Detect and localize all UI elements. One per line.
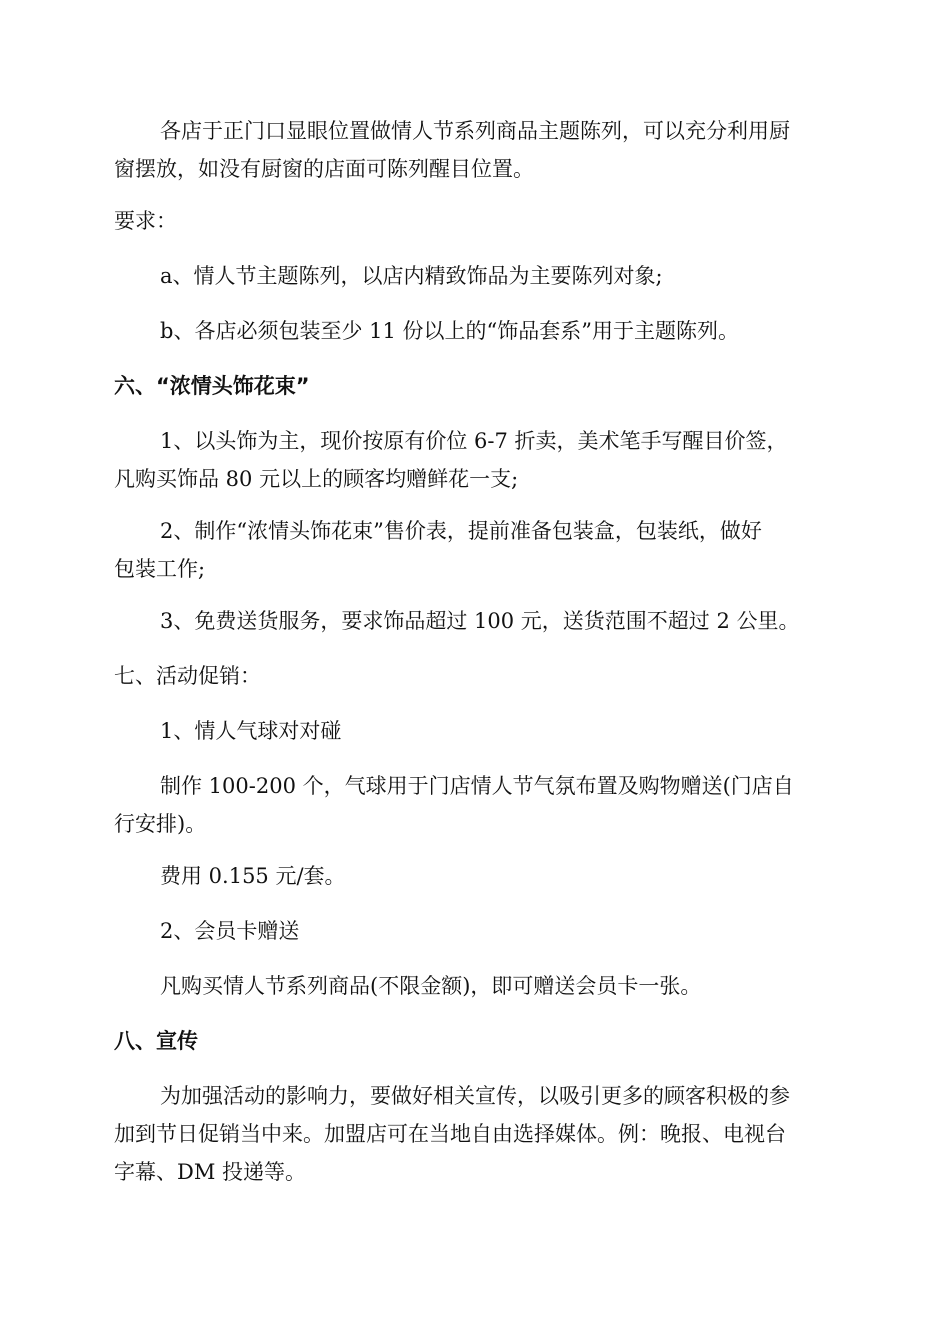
text-line: 制作 100-200 个，气球用于门店情人节气氛布置及购物赠送(门店自 <box>160 774 794 798</box>
paragraph-balloons-desc <box>114 767 832 843</box>
paragraph-display <box>114 112 832 188</box>
text-line: 加到节日促销当中来。加盟店可在当地自由选择媒体。例：晚报、电视台 <box>114 1122 786 1146</box>
heading-text: 八、宣传 <box>114 1029 198 1053</box>
paragraph-promotion <box>114 1077 832 1191</box>
paragraph-requirements-label <box>114 202 832 240</box>
text-line: 为加强活动的影响力，要做好相关宣传，以吸引更多的顾客积极的参 <box>160 1084 790 1108</box>
text-line: a、情人节主题陈列，以店内精致饰品为主要陈列对象; <box>160 264 663 288</box>
text-line: 要求： <box>114 209 177 233</box>
text-line: 凡购买饰品 80 元以上的顾客均赠鲜花一支; <box>114 467 519 491</box>
section-heading-8 <box>114 1022 832 1060</box>
text-line: 行安排)。 <box>114 812 207 836</box>
text-line: 2、会员卡赠送 <box>160 919 300 943</box>
paragraph-balloons-title <box>114 712 832 750</box>
text-line: 3、免费送货服务，要求饰品超过 100 元，送货范围不超过 2 公里。 <box>160 609 800 633</box>
paragraph-member-card-title <box>114 912 832 950</box>
paragraph-item-1 <box>114 422 832 498</box>
text-line: 1、以头饰为主，现价按原有价位 6-7 折卖，美术笔手写醒目价签， <box>160 429 788 453</box>
paragraph-item-3 <box>114 602 832 640</box>
paragraph-item-2 <box>114 512 832 588</box>
text-line: 各店于正门口显眼位置做情人节系列商品主题陈列，可以充分利用厨 <box>160 119 790 143</box>
section-heading-6 <box>114 367 832 405</box>
heading-text: 七、活动促销： <box>114 664 261 688</box>
paragraph-requirement-b <box>114 312 832 350</box>
paragraph-requirement-a <box>114 257 832 295</box>
text-line: 1、情人气球对对碰 <box>160 719 342 743</box>
text-line: 字幕、DM 投递等。 <box>114 1160 307 1184</box>
section-heading-7 <box>114 657 832 695</box>
text-line: 凡购买情人节系列商品(不限金额)，即可赠送会员卡一张。 <box>160 974 702 998</box>
text-line: b、各店必须包装至少 11 份以上的“饰品套系”用于主题陈列。 <box>160 319 739 343</box>
text-line: 2、制作“浓情头饰花束”售价表，提前准备包装盒，包装纸，做好 <box>160 519 762 543</box>
heading-text: 六、“浓情头饰花束” <box>114 374 310 398</box>
text-line: 费用 0.155 元/套。 <box>160 864 346 888</box>
text-line: 窗摆放，如没有厨窗的店面可陈列醒目位置。 <box>114 157 534 181</box>
paragraph-cost <box>114 857 832 895</box>
paragraph-member-card-desc <box>114 967 832 1005</box>
text-line: 包装工作; <box>114 557 206 581</box>
